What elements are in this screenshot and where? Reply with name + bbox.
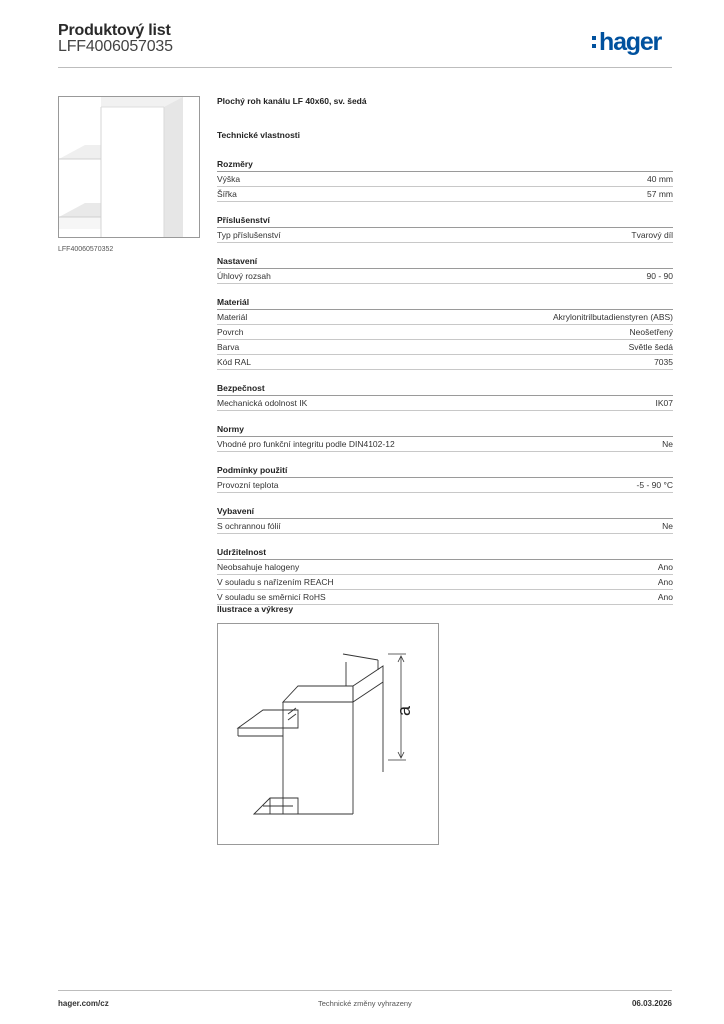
- property-label: Provozní teplota: [217, 480, 279, 490]
- section-heading: Materiál: [217, 296, 673, 310]
- product-code: LFF4006057035: [58, 38, 173, 55]
- section-heading: Bezpečnost: [217, 382, 673, 396]
- footer-date: 06.03.2026: [631, 999, 672, 1008]
- property-row: [217, 575, 673, 590]
- thumbnail-caption: LFF40060570352: [58, 246, 114, 253]
- section-heading: Příslušenství: [217, 214, 673, 228]
- property-row: [217, 478, 673, 493]
- property-row: [217, 396, 673, 411]
- property-section: [217, 546, 673, 605]
- technical-properties-title: Technické vlastnosti: [217, 130, 300, 140]
- property-value: Ano: [657, 577, 673, 587]
- property-value: 90 - 90: [646, 271, 673, 281]
- property-label: S ochrannou fólií: [217, 521, 281, 531]
- property-section: [217, 158, 673, 202]
- page-title: Produktový list: [58, 22, 171, 39]
- property-row: [217, 560, 673, 575]
- footer-disclaimer: Technické změny vyhrazeny: [318, 999, 412, 1008]
- logo-text: hager: [599, 28, 662, 56]
- property-row: [217, 325, 673, 340]
- technical-drawing: [217, 623, 439, 845]
- property-label: Materiál: [217, 312, 248, 322]
- product-photo-icon: [59, 97, 199, 237]
- dimension-label: a: [394, 705, 414, 717]
- property-label: V souladu se směrnicí RoHS: [217, 592, 326, 602]
- product-thumbnail: [58, 96, 200, 238]
- property-section: [217, 464, 673, 493]
- property-section: [217, 423, 673, 452]
- property-value: Akrylonitrilbutadienstyren (ABS): [553, 312, 673, 322]
- property-section: [217, 296, 673, 370]
- properties-table: [217, 158, 673, 605]
- property-row: [217, 437, 673, 452]
- property-label: Povrch: [217, 327, 244, 337]
- property-value: Ano: [657, 592, 673, 602]
- property-section: [217, 214, 673, 243]
- property-value: 7035: [654, 357, 673, 367]
- property-label: V souladu s nařízením REACH: [217, 577, 334, 587]
- property-row: [217, 355, 673, 370]
- property-label: Neobsahuje halogeny: [217, 562, 300, 572]
- product-name: Plochý roh kanálu LF 40x60, sv. šedá: [217, 96, 367, 106]
- property-section: [217, 382, 673, 411]
- property-value: Neošetřený: [629, 327, 673, 337]
- property-value: Ne: [662, 521, 673, 531]
- footer-divider: [58, 990, 672, 991]
- property-value: 57 mm: [647, 189, 673, 199]
- property-label: Vhodné pro funkční integritu podle DIN4102-12: [217, 439, 395, 449]
- property-label: Šířka: [217, 189, 237, 199]
- product-details: [217, 96, 673, 617]
- property-row: [217, 228, 673, 243]
- property-value: IK07: [655, 398, 673, 408]
- property-row: [217, 340, 673, 355]
- section-heading: Normy: [217, 423, 673, 437]
- property-label: Typ příslušenství: [217, 230, 281, 240]
- section-heading: Rozměry: [217, 158, 673, 172]
- property-label: Kód RAL: [217, 357, 252, 367]
- logo-dots-icon: [592, 33, 597, 49]
- property-label: Úhlový rozsah: [217, 271, 271, 281]
- property-row: [217, 269, 673, 284]
- property-value: Ano: [657, 562, 673, 572]
- property-section: [217, 505, 673, 534]
- property-value: 40 mm: [647, 174, 673, 184]
- property-row: [217, 519, 673, 534]
- corner-drawing-icon: [218, 624, 438, 844]
- property-section: [217, 255, 673, 284]
- property-value: Tvarový díl: [631, 230, 673, 240]
- property-value: Světle šedá: [628, 342, 673, 352]
- footer-website: hager.com/cz: [58, 999, 109, 1008]
- property-label: Barva: [217, 342, 240, 352]
- property-label: Mechanická odolnost IK: [217, 398, 308, 408]
- property-row: [217, 310, 673, 325]
- illustrations-title: Ilustrace a výkresy: [217, 604, 294, 614]
- property-row: [217, 172, 673, 187]
- header-divider: [58, 67, 672, 68]
- section-heading: Udržitelnost: [217, 546, 673, 560]
- property-value: -5 - 90 °C: [636, 480, 673, 490]
- property-value: Ne: [662, 439, 673, 449]
- section-heading: Vybavení: [217, 505, 673, 519]
- property-row: [217, 590, 673, 605]
- property-label: Výška: [217, 174, 241, 184]
- section-heading: Nastavení: [217, 255, 673, 269]
- hager-logo: [592, 28, 661, 57]
- section-heading: Podmínky použití: [217, 464, 673, 478]
- property-row: [217, 187, 673, 202]
